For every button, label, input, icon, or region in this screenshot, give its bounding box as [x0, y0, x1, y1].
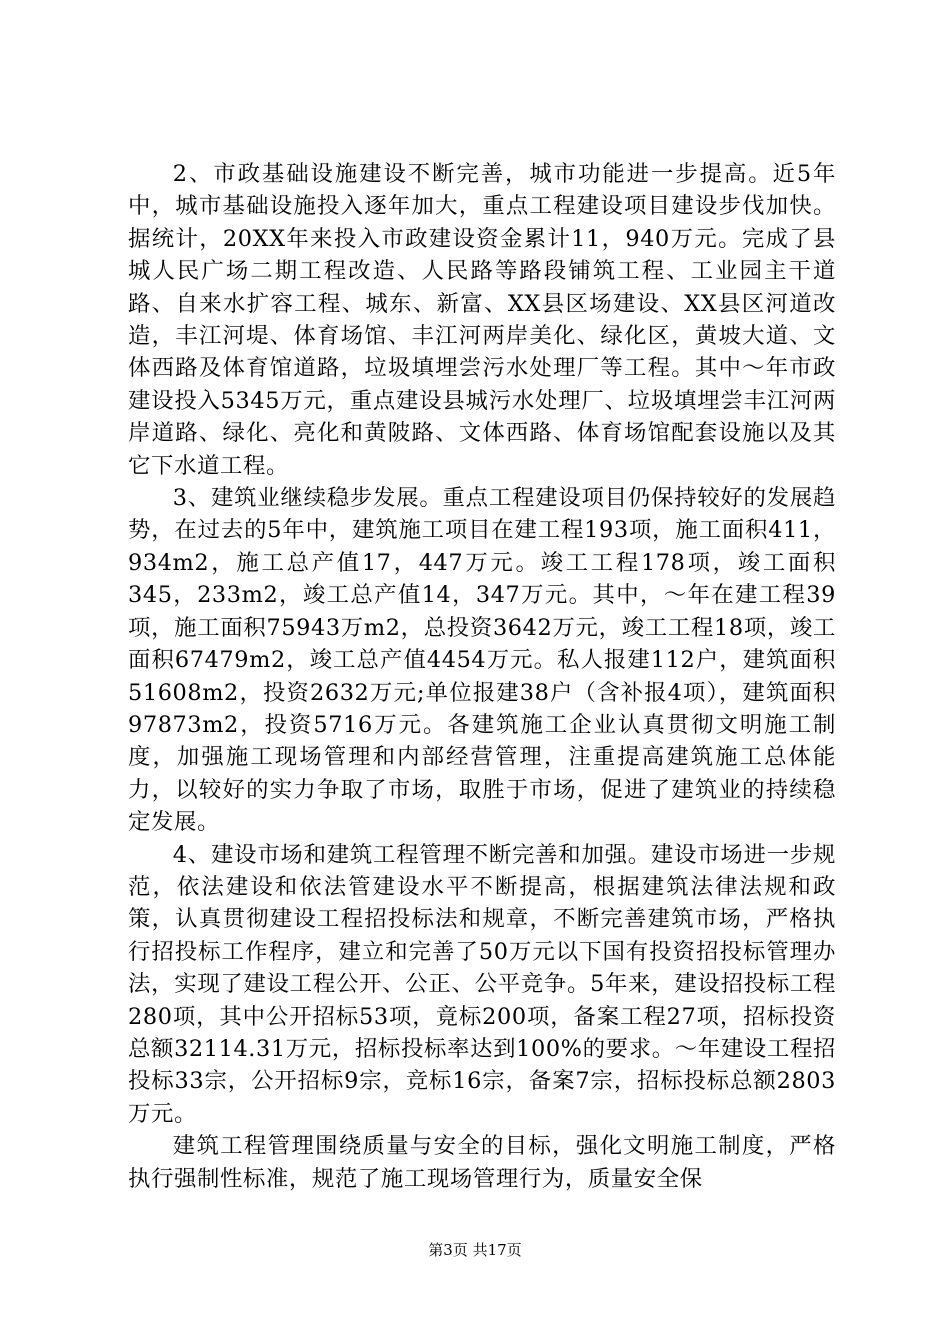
paragraph-construction-industry: 3、建筑业继续稳步发展。重点工程建设项目仍保持较好的发展趋势，在过去的5年中，建筑施工项目在建工程193项，施工面积411，934m2，施工总产值17，447万元。竣工工程178项，竣工面积345，233m2，竣工总产值14，347万元。其中，～年在建工程39项，施工面积75943万m2，总投资3642万元，竣工工程18项，竣工面积67479m2，竣工总产值4454万元。私人报建112户，建筑面积51608m2，投资2632万元;单位报建38户（含补报4项），建筑面积97873m2，投资5716万元。各建筑施工企业认真贯彻文明施工制度，加强施工现场管理和内部经营管理，注重提高建筑施工总体能力，以较好的实力争取了市场，取胜于市场，促进了建筑业的持续稳定发展。	[128, 485, 836, 836]
paragraph-construction-market: 4、建设市场和建筑工程管理不断完善和加强。建设市场进一步规范，依法建设和依法管建设水平不断提高，根据建筑法律法规和政策，认真贯彻建设工程招投标法和规章，不断完善建筑市场，严格执行招投标工作程序，建立和完善了50万元以下国有投资招投标管理办法，实现了建设工程公开、公正、公平竞争。5年来，建设招投标工程280项，其中公开招标53项，竟标200项，备案工程27项，招标投资总额32114.31万元，招标投标率达到100%的要求。～年建设工程招投标33宗，公开招标9宗，竞标16宗，备案7宗，招标投标总额2803万元。	[128, 841, 836, 1127]
paragraph-municipal-infrastructure: 2、市政基础设施建设不断完善，城市功能进一步提高。近5年中，城市基础设施投入逐年加大，重点工程建设项目建设步伐加快。据统计，20XX年来投入市政建设资金累计11，940万元。完成了县城人民广场二期工程改造、人民路等路段铺筑工程、工业园主干道路、自来水扩容工程、城东、新富、XX县区场建设、XX县区河道改造，丰江河堤、体育场馆、丰江河两岸美化、绿化区，黄坡大道、文体西路及体育馆道路，垃圾填埋尝污水处理厂等工程。其中～年市政建设投入5345万元，重点建设县城污水处理厂、垃圾填埋尝丰江河两岸道路、绿化、亮化和黄陂路、文体西路、体育场馆配套设施以及其它下水道工程。	[128, 161, 836, 479]
page-number-footer: 第3页 共17页	[428, 1241, 522, 1259]
document-body	[128, 158, 836, 1195]
paragraph-project-management: 建筑工程管理围绕质量与安全的目标，强化文明施工制度，严格执行强制性标准，规范了施工现场管理行为，质量安全保	[128, 1133, 836, 1192]
